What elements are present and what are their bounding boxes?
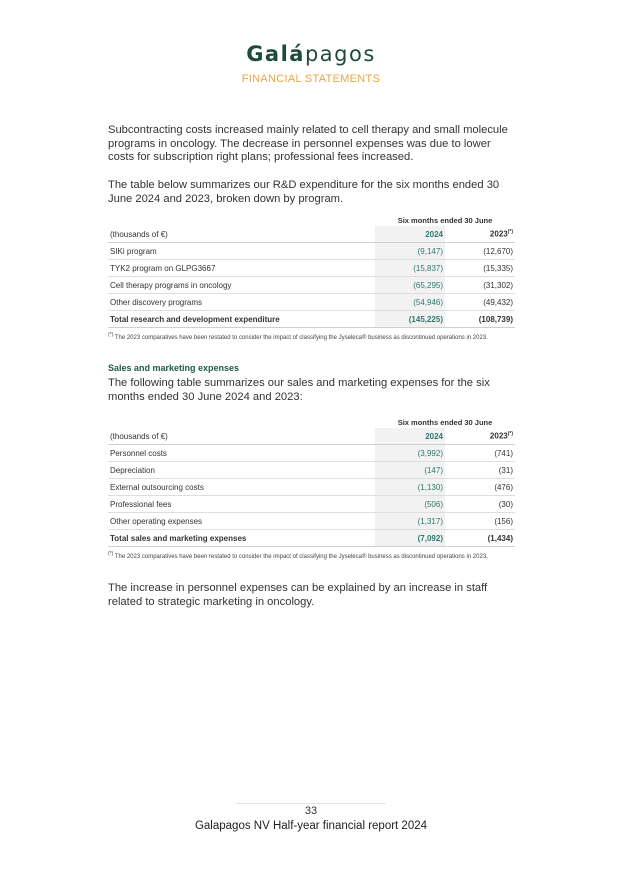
table-row [108,445,515,462]
row-label: Depreciation [108,462,375,479]
sm-unit-label: (thousands of €) [108,428,375,445]
logo-bold-part: Galá [246,42,305,66]
sm-section-title: Sales and marketing expenses [108,363,240,373]
value-2024: (1,317) [375,513,445,530]
value-2023: (15,335) [445,260,515,277]
sm-table-block [108,416,515,560]
sm-footnote [108,551,515,560]
rd-intro-paragraph: The table below summarizes our R&D expenditure for the six months ended 30 June 2024 and 2023, broken down by program. [108,179,500,205]
value-2024: (3,992) [375,445,445,462]
rd-expenditure-table [108,214,515,328]
table-row [108,243,515,260]
rd-col-2023-marker: (*) [507,229,513,236]
conclusion-paragraph: The increase in personnel expenses can be explained by an increase in staff related to strategic marketing in oncology. [108,582,488,608]
table-row [108,294,515,311]
total-label: Total research and development expenditure [108,311,375,328]
rd-table-block [108,214,515,341]
rd-footnote-marker: (*) [108,332,114,338]
table-row [108,277,515,294]
sm-section-block [108,363,515,404]
logo-light-part: pagos [304,42,376,66]
rd-col-2023 [445,226,515,243]
sm-col-2023 [445,428,515,445]
table-row [108,513,515,530]
rd-footnote-text: The 2023 comparatives have been restated to consider the impact of classifying the Jyseleca® business as discontinued operations in 2023. [114,335,488,341]
row-label: Cell therapy programs in oncology [108,277,375,294]
subcontracting-paragraph: Subcontracting costs increased mainly related to cell therapy and small molecule programs in oncology. The decrease in personnel expenses was due to lower costs for subscription right plans; professional fees increased. [108,124,508,163]
row-label: Other operating expenses [108,513,375,530]
row-label: External outsourcing costs [108,479,375,496]
value-2023: (156) [445,513,515,530]
value-2023: (31,302) [445,277,515,294]
sm-col-2024: 2024 [375,428,445,445]
sm-col-2023-label: 2023 [489,431,508,441]
rd-col-2024: 2024 [375,226,445,243]
value-2024: (1,130) [375,479,445,496]
value-2023: (49,432) [445,294,515,311]
value-2023: (741) [445,445,515,462]
value-2024: (9,147) [375,243,445,260]
value-2024: (65,295) [375,277,445,294]
rd-col-2023-label: 2023 [489,229,508,239]
value-2024: (54,946) [375,294,445,311]
value-2024: (147) [375,462,445,479]
row-label: Other discovery programs [108,294,375,311]
sm-table-corner [108,416,375,428]
total-2023: (108,739) [445,311,515,328]
sm-period-header: Six months ended 30 June [397,417,493,427]
section-subtitle: FINANCIAL STATEMENTS [241,73,381,85]
page-footer [0,803,622,832]
sm-footnote-text: The 2023 comparatives have been restated to consider the impact of classifying the Jyseleca® business as discontinued operations in 2023. [114,554,488,560]
row-label: Personnel costs [108,445,375,462]
value-2023: (12,670) [445,243,515,260]
table-row [108,260,515,277]
total-2024: (7,092) [375,530,445,547]
value-2024: (15,837) [375,260,445,277]
sm-footnote-marker: (*) [108,551,114,557]
value-2023: (31) [445,462,515,479]
sm-expenses-table [108,416,515,547]
rd-table-corner [108,214,375,226]
report-title: Galapagos NV Half-year financial report 2024 [194,820,428,832]
table-row [108,496,515,513]
total-row [108,530,515,547]
value-2024: (506) [375,496,445,513]
rd-footnote [108,332,515,341]
total-2023: (1,434) [445,530,515,547]
rd-intro-block [108,179,515,206]
value-2023: (476) [445,479,515,496]
row-label: TYK2 program on GLPG3667 [108,260,375,277]
row-label: Professional fees [108,496,375,513]
footer-divider [236,803,386,804]
page-header [0,42,622,85]
value-2023: (30) [445,496,515,513]
total-label: Total sales and marketing expenses [108,530,375,547]
rd-period-header: Six months ended 30 June [397,215,493,225]
company-logo [0,42,622,66]
sm-col-2023-marker: (*) [507,431,513,438]
page-number: 33 [304,805,318,817]
table-row [108,462,515,479]
total-row [108,311,515,328]
table-row [108,479,515,496]
subcontracting-paragraph-block [108,124,515,165]
rd-unit-label: (thousands of €) [108,226,375,243]
row-label: SIKi program [108,243,375,260]
total-2024: (145,225) [375,311,445,328]
sm-intro-paragraph: The following table summarizes our sales and marketing expenses for the six months ended 30 June 2024 and 2023: [108,377,490,403]
conclusion-block [108,582,515,609]
